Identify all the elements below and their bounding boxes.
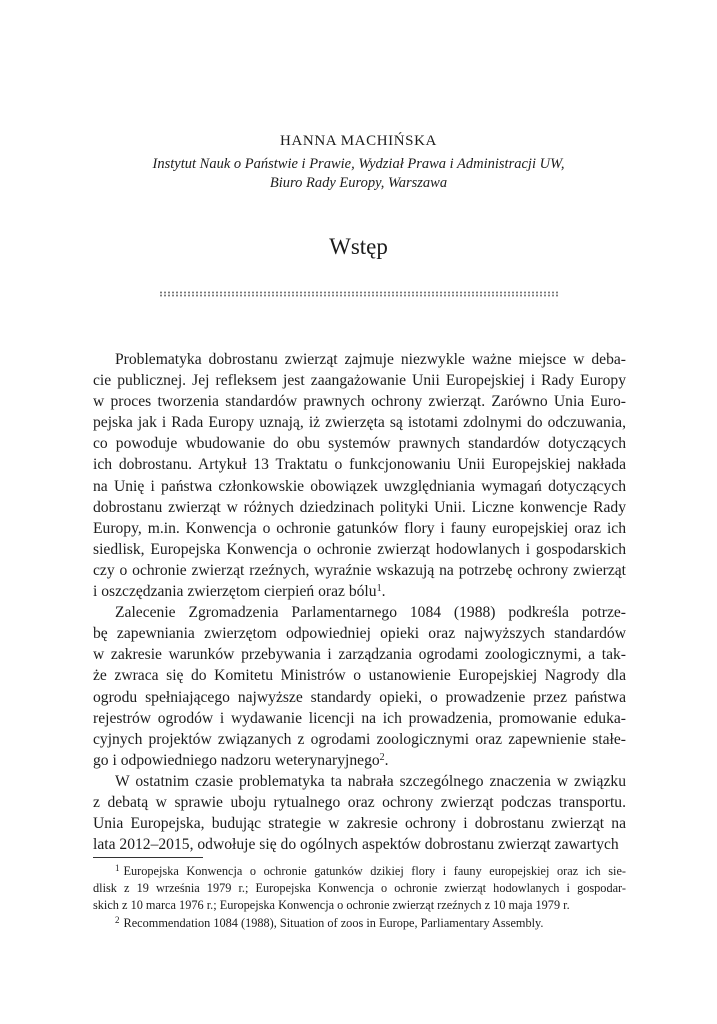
text-line: siedlisk, Europejska Konwencja o ochronie zwierząt hodowlanych i gospodarskich	[93, 540, 626, 558]
text-line: go i odpowiedniego nadzoru weterynaryjnego$^2$.	[93, 751, 389, 769]
affiliation-line-1: Instytut Nauk o Państwie i Prawie, Wydział Prawa i Administracji UW,	[152, 156, 565, 172]
footnote-text: skich z 10 marca 1976 r.; Europejska Konwencja o ochronie zwierząt rzeźnych z 10 maja 1979 r.	[93, 898, 570, 913]
footnote-line	[93, 897, 626, 914]
text-line: czy o ochronie zwierząt rzeźnych, wyraźnie wskazują na potrzebę ochrony zwierząt	[93, 561, 626, 579]
footnote-reference[interactable]: 2	[379, 751, 385, 763]
paragraph	[93, 771, 626, 855]
footnote-rule	[93, 857, 203, 858]
text-line: pejska jak i Rada Europy uznają, iż zwierzęta są istotami zdolnymi do odczuwania,	[93, 414, 626, 432]
dotted-ornament-divider	[159, 291, 559, 297]
text-line: cyjnych projektów związanych z ogrodami zoologicznymi oraz zapewnienie stałe-	[93, 730, 626, 748]
text-line: Zalecenie Zgromadzenia Parlamentarnego 1084 (1988) podkreśla potrze-	[115, 604, 626, 622]
text-line: lata 2012–2015, odwołuje się do ogólnych aspektów dobrostanu zwierząt zawartych	[93, 836, 619, 854]
text-line: Europy, m.in. Konwencja o ochronie gatunków flory i fauny europejskiej oraz ich	[93, 519, 626, 537]
text-line: dobrostanu zwierząt w różnych dziedzinach polityki Unii. Liczne konwencje Rady	[93, 498, 626, 516]
footnote	[93, 863, 626, 915]
text-line: na Unię i państwa członkowskie obowiązek uwzględniania wymagań dotyczących	[93, 477, 626, 495]
footnote-text: Recommendation 1084 (1988), Situation of zoos in Europe, Parliamentary Assembly.	[123, 915, 544, 930]
text-line: że zwraca się do Komitetu Ministrów o ustanowienie Europejskiej Nagrody dla	[93, 667, 626, 685]
text-line: bę zapewniania zwierzętom odpowiedniej opieki oraz najwyższych standardów	[93, 625, 626, 643]
affiliation-line-2: Biuro Rady Europy, Warszawa	[269, 175, 448, 191]
text-line: Unia Europejska, budując strategie w zakresie ochrony i dobrostanu zwierząt na	[93, 815, 626, 833]
footnote-reference[interactable]: 1	[376, 583, 382, 595]
footnotes	[93, 863, 626, 932]
footnote-line	[93, 915, 626, 932]
text-line: W ostatnim czasie problematyka ta nabrała szczególnego znaczenia w związku	[115, 772, 626, 790]
chapter-title: Wstęp	[329, 234, 388, 259]
text-line: i oszczędzania zwierzętom cierpień oraz bólu$^1$.	[93, 583, 386, 601]
text-line: Problematyka dobrostanu zwierząt zajmuje niezwykle ważne miejsce w deba-	[115, 351, 626, 368]
text-line: ogrodu spełniającego najwyższe standardy opieki, o prowadzenie przez państwa	[93, 688, 626, 706]
footnote-line	[93, 863, 626, 880]
footnote-number: 2	[115, 914, 120, 925]
text-line: cie publicznej. Jej refleksem jest zaangażowanie Unii Europejskiej i Rady Europy	[93, 372, 626, 390]
author-name: HANNA MACHIŃSKA	[280, 133, 437, 149]
text-line: z debatą w sprawie uboju rytualnego oraz ochrony zwierząt podczas transportu.	[93, 793, 626, 811]
text-line: w zakresie warunków przebywania i zarządzania ogrodami zoologicznymi, a tak-	[93, 646, 626, 664]
footnote-line	[93, 880, 626, 897]
paragraph	[93, 602, 626, 771]
text-line: co powoduje wbudowanie do obu systemów prawnych standardów dotyczących	[93, 435, 626, 453]
author-affiliation	[0, 155, 717, 193]
paragraph	[93, 349, 626, 602]
text-line: ich dobrostanu. Artykuł 13 Traktatu o funkcjonowaniu Unii Europejskiej nakłada	[93, 456, 626, 474]
footnote-text: dlisk z 19 września 1979 r.; Europejska Konwencja o ochronie zwierząt hodowlanych i gospodar-	[93, 881, 626, 896]
body-text	[93, 349, 626, 855]
text-line: w proces tworzenia standardów prawnych ochrony zwierząt. Zarówno Unia Euro-	[93, 393, 626, 411]
footnote-number: 1	[115, 863, 120, 873]
text-line: rejestrów ogrodów i wydawanie licencji na ich prowadzenia, promowanie eduka-	[93, 709, 626, 727]
footnote	[93, 915, 626, 932]
footnote-text: Europejska Konwencja o ochronie gatunków dzikiej flory i fauny europejskiej oraz ich sie-	[123, 864, 626, 878]
